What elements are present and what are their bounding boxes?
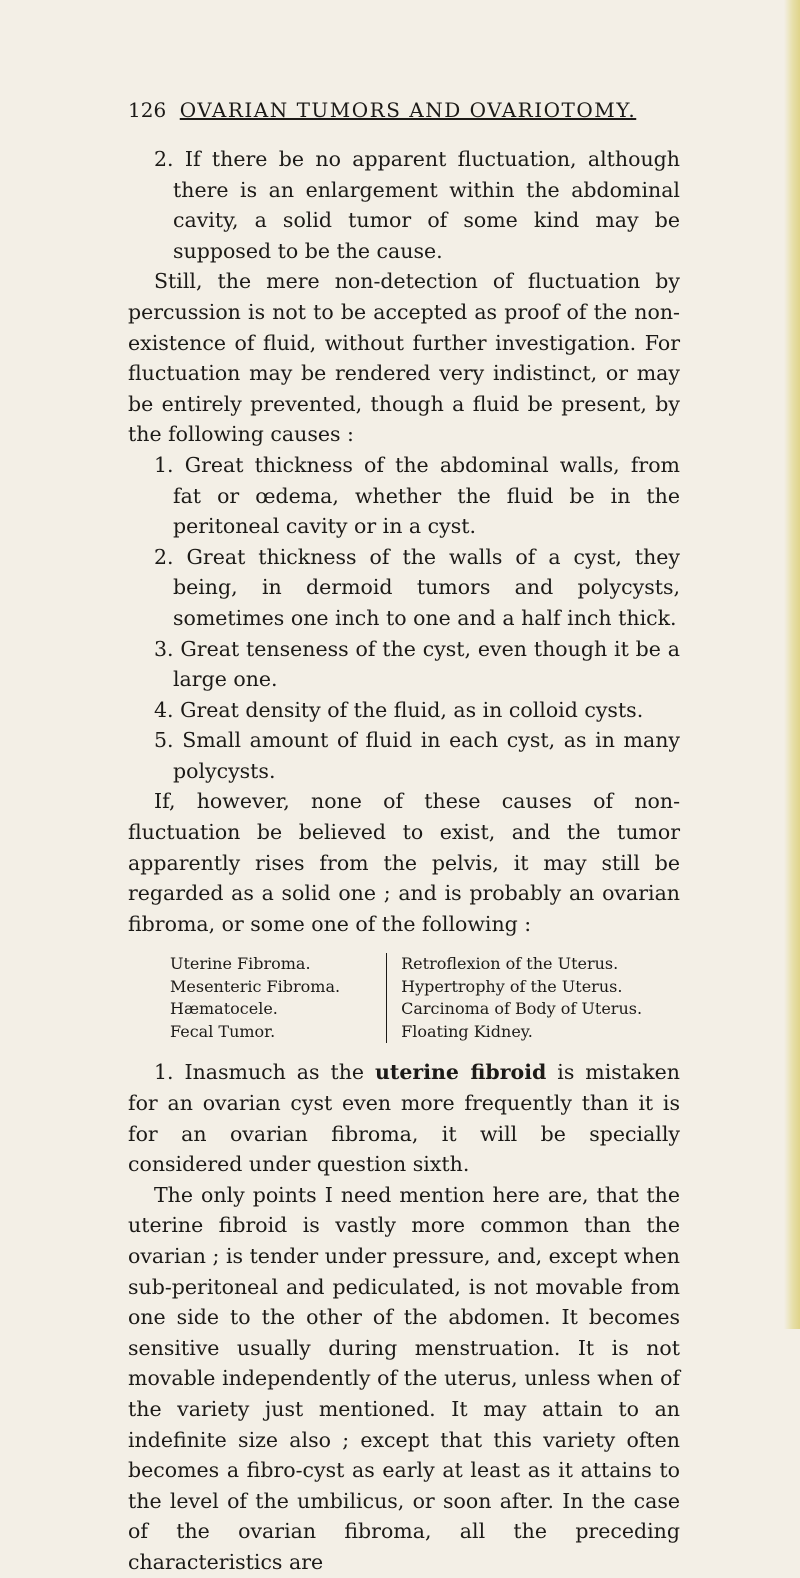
uterine-fibroid-term: uterine fibroid xyxy=(374,1060,547,1085)
table-item: Hypertrophy of the Uterus. xyxy=(401,976,623,996)
paragraph-1: 1. Inasmuch as the uterine fibroid is mistaken for an ovarian cyst even more frequently than it is for an ovarian fibroma, it will be specially considered under question sixth. xyxy=(128,1060,681,1177)
page-edge xyxy=(784,0,800,1329)
paragraph-only: The only points I need mention here are, that the uterine fibroid is vastly more common than the ovarian ; is tender under pressure, and, except when sub-peritoneal and pediculated, is not movable from one side to the other of the abdomen. It becomes sensitive usually during menstruation. It is not movable independently of the uterus, unless when of the variety just mentioned. It may attain to an indefinite size also ; except that this variety often becomes a fibro-cyst as early at least as it attains to the level of the umbilicus, or soon after. In the case of the ovarian fibroma, all the preceding characteristics are xyxy=(128,1182,680,1574)
table-right-column xyxy=(386,953,680,1043)
cause-1: 1. Great thickness of the abdominal walls, from fat or œdema, whether the fluid be in the peritoneal cavity or in a cyst. xyxy=(154,452,680,539)
table-item: Uterine Fibroma. xyxy=(170,954,311,974)
table-left-column xyxy=(170,953,386,1043)
page-number: 126 xyxy=(128,98,167,122)
cause-5: 5. Small amount of fluid in each cyst, as in many polycysts. xyxy=(154,728,680,783)
table-item: Carcinoma of Body of Uterus. xyxy=(401,999,643,1019)
cause-4: 4. Great density of the fluid, as in colloid cysts. xyxy=(154,697,644,722)
paragraph-if: If, however, none of these causes of non-fluctuation be believed to exist, and the tumor apparently rises from the pelvis, it may still be regarded as a solid one ; and is probably an ovarian fibroma, or some one of the following : xyxy=(128,789,680,936)
table-item: Mesenteric Fibroma. xyxy=(170,976,341,996)
running-title: OVARIAN TUMORS AND OVARIOTOMY. xyxy=(179,98,637,122)
cause-3: 3. Great tenseness of the cyst, even though it be a large one. xyxy=(154,636,680,692)
table-item: Retroflexion of the Uterus. xyxy=(401,954,619,974)
paragraph-still: Still, the mere non-detection of fluctuation by percussion is not to be accepted as proof of the non-existence of fluid, without further investigation. For fluctuation may be rendered very indistinct, or may be entirely prevented, though a fluid be present, by the following causes : xyxy=(128,269,680,447)
table-item: Fecal Tumor. xyxy=(170,1021,276,1041)
body-text xyxy=(128,144,680,1578)
paragraph-2: 2. If there be no apparent fluctuation, although there is an enlargement within the abdominal cavity, a solid tumor of some kind may be supposed to be the cause. xyxy=(154,147,680,263)
table-item: Floating Kidney. xyxy=(401,1021,533,1041)
table-item: Hæmatocele. xyxy=(170,999,278,1019)
page-header xyxy=(128,98,688,126)
cause-2: 2. Great thickness of the walls of a cyst, they being, in dermoid tumors and polycysts, sometimes one inch to one and a half inch thick. xyxy=(154,544,680,630)
tumor-table xyxy=(170,953,680,1043)
